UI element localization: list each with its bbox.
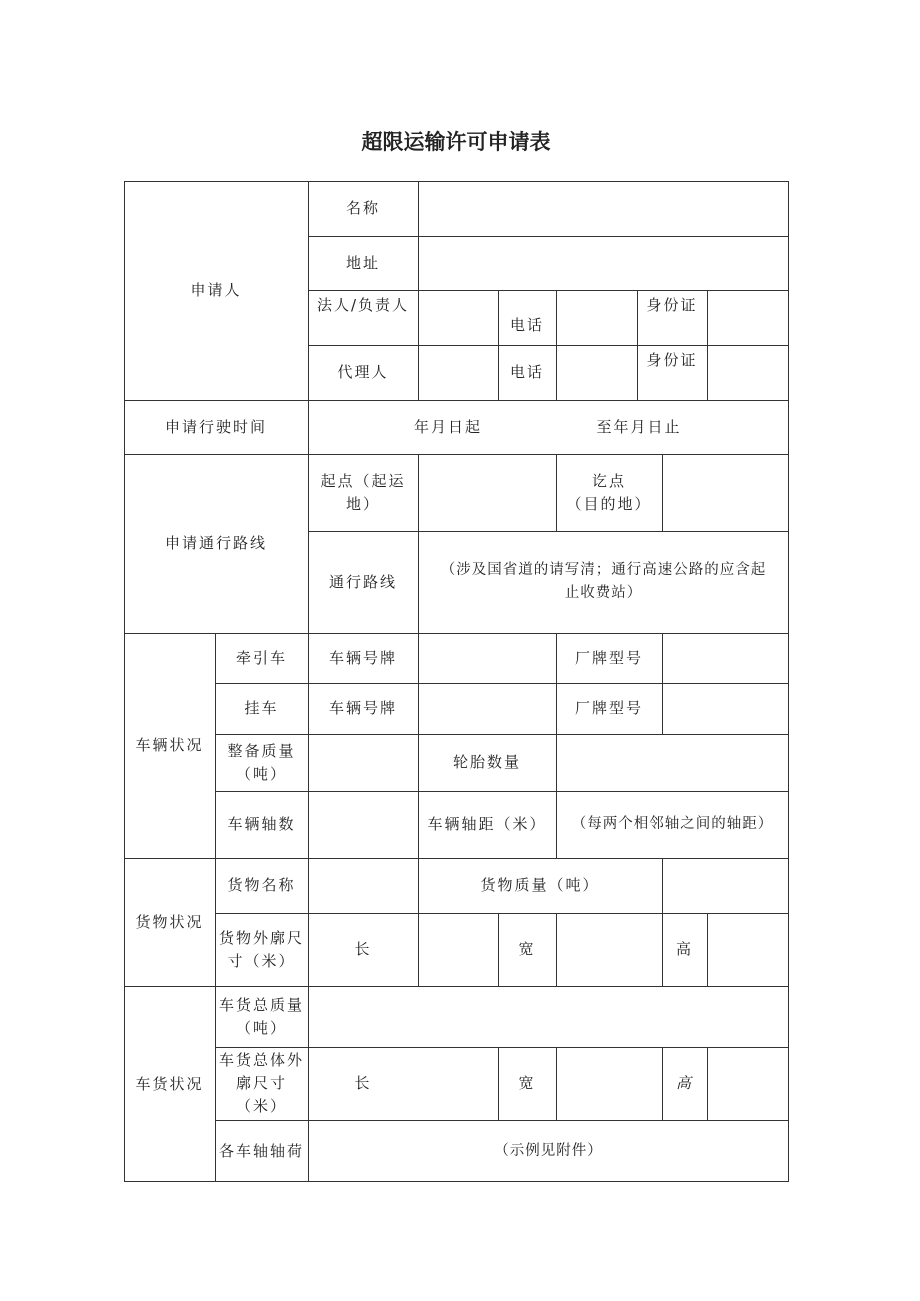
combined-dims-line1: 车货总体外 <box>218 1051 304 1069</box>
combined-length-label: 长 <box>354 1074 372 1092</box>
applicant-address-label: 地址 <box>345 253 380 272</box>
axle-load-label: 各车轴轴荷 <box>218 1141 304 1160</box>
tractor-model-field[interactable] <box>662 633 789 683</box>
combined-group-label: 车货状况 <box>135 1074 204 1093</box>
curb-weight-field[interactable] <box>308 734 418 791</box>
travel-time-label: 申请行驶时间 <box>164 417 267 436</box>
destination-label <box>556 454 662 531</box>
combined-dims-line2: 廓尺寸 <box>235 1074 287 1092</box>
cargo-dims-line2: 寸（米） <box>227 951 296 970</box>
axle-count-label: 车辆轴数 <box>227 815 296 833</box>
agent-field[interactable] <box>418 345 498 400</box>
axle-load-field[interactable]: （示例见附件） <box>494 1142 603 1159</box>
agent-phone-label: 电话 <box>509 363 544 381</box>
route-path-note-line1: （涉及国省道的请写清；通行高速公路的应含起 <box>440 562 767 578</box>
combined-height-field[interactable] <box>707 1047 789 1120</box>
route-path-field[interactable] <box>418 531 789 633</box>
legal-person-id-field[interactable] <box>707 290 789 345</box>
agent-phone-field[interactable] <box>556 345 637 400</box>
tractor-plate-field[interactable] <box>418 633 556 683</box>
route-path-label: 通行路线 <box>328 572 397 591</box>
trailer-plate-field[interactable] <box>418 683 556 734</box>
travel-time-to[interactable]: 至年月日止 <box>596 417 682 436</box>
origin-field[interactable] <box>418 454 556 531</box>
trailer-model-field[interactable] <box>662 683 789 734</box>
total-weight-line1: 车货总质量 <box>218 995 304 1014</box>
total-weight-field[interactable] <box>308 986 789 1047</box>
cargo-width-field[interactable] <box>556 913 662 986</box>
cargo-name-label: 货物名称 <box>227 876 296 894</box>
cargo-length-field[interactable] <box>418 913 498 986</box>
applicant-group-label: 申请人 <box>190 281 242 299</box>
combined-length-field[interactable] <box>418 1047 498 1120</box>
application-form-table <box>124 181 789 1182</box>
agent-id-field[interactable] <box>707 345 789 400</box>
cargo-dims-label <box>215 913 308 986</box>
combined-dims-label <box>215 1047 308 1120</box>
curb-weight-line2: （吨） <box>235 764 287 783</box>
cargo-weight-label: 货物质量（吨） <box>480 876 600 894</box>
applicant-name-label: 名称 <box>345 199 380 217</box>
origin-label <box>308 454 418 531</box>
destination-label-line1: 讫点 <box>591 471 626 490</box>
vehicle-group-label: 车辆状况 <box>135 736 204 754</box>
route-path-note-line2: 止收费站） <box>564 585 643 601</box>
combined-dims-line3: （米） <box>235 1097 287 1115</box>
form-title: 超限运输许可申请表 <box>361 130 551 154</box>
trailer-label: 挂车 <box>244 699 279 717</box>
legal-person-field[interactable] <box>418 290 498 345</box>
travel-time-from[interactable]: 年月日起 <box>413 417 482 436</box>
total-weight-label <box>215 986 308 1047</box>
total-weight-line2: （吨） <box>235 1018 287 1037</box>
wheelbase-label: 车辆轴距（米） <box>427 815 547 833</box>
tire-count-label: 轮胎数量 <box>452 753 521 771</box>
cargo-height-label: 高 <box>675 940 693 958</box>
destination-label-line2: （目的地） <box>566 494 652 513</box>
cargo-name-field[interactable] <box>308 858 418 913</box>
tractor-plate-label: 车辆号牌 <box>328 648 397 667</box>
origin-label-line2: 地） <box>345 494 380 513</box>
legal-person-phone-field[interactable] <box>556 290 637 345</box>
curb-weight-line1: 整备质量 <box>227 741 296 760</box>
combined-height-label: 高 <box>675 1074 693 1092</box>
cargo-group-label: 货物状况 <box>135 912 204 931</box>
agent-id-label: 身份证 <box>646 351 698 369</box>
axle-count-field[interactable] <box>308 791 418 858</box>
wheelbase-field[interactable]: （每两个相邻轴之间的轴距） <box>571 816 774 832</box>
cargo-height-field[interactable] <box>707 913 789 986</box>
trailer-model-label: 厂牌型号 <box>574 699 643 717</box>
agent-label: 代理人 <box>337 363 389 381</box>
destination-field[interactable] <box>662 454 789 531</box>
cargo-width-label: 宽 <box>518 940 536 958</box>
route-group-label: 申请通行路线 <box>164 534 267 552</box>
applicant-name-field[interactable] <box>418 181 789 236</box>
curb-weight-label <box>215 734 308 791</box>
tractor-model-label: 厂牌型号 <box>574 648 643 667</box>
legal-person-label: 法人/负责人 <box>316 296 410 314</box>
origin-label-line1: 起点（起运 <box>320 471 406 490</box>
trailer-plate-label: 车辆号牌 <box>328 699 397 717</box>
legal-person-phone-label: 电话 <box>509 316 544 334</box>
combined-width-label: 宽 <box>518 1074 536 1092</box>
cargo-dims-line1: 货物外廓尺 <box>218 928 304 947</box>
legal-person-id-label: 身份证 <box>646 296 698 314</box>
tire-count-field[interactable] <box>556 734 789 791</box>
cargo-length-label: 长 <box>354 940 372 958</box>
applicant-address-field[interactable] <box>418 236 789 290</box>
cargo-weight-field[interactable] <box>662 858 789 913</box>
combined-width-field[interactable] <box>556 1047 662 1120</box>
tractor-label: 牵引车 <box>235 648 287 667</box>
